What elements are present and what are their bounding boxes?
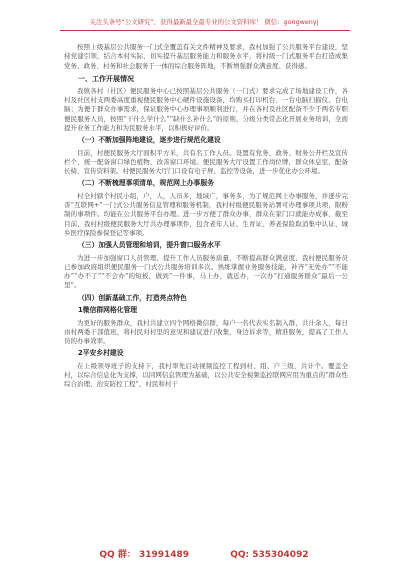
document-body	[64, 43, 348, 393]
item2-paragraph: 在上级领导班子的支持下，我村率先启动视频监控工程到村、组、户三级，共计个。覆盖全村，以综合信息化为支撑，以同网信息管理为基础，以公共安全视频监控联网应用为重点的“群众性综合治理、治安防控工程”，村民和村干	[64, 361, 348, 389]
subsection3-paragraph: 为进一步加强窗口人员管理，提升工作人员服务质量，不断提高群众满意度，我村便民服务员已参加政府组织便民服务一门式公共服务培训多次。熟练掌握业务服务技能，补齐“无处办”“不能办”“办不了”“不会办”的短板，做到“一件事，马上办，就近办，一次办”打通服务群众“最后一公里”。	[64, 253, 348, 290]
subsection3-heading: （三）加强人员管理和培训，提升窗口服务水平	[78, 241, 221, 249]
footer-qq-group: QQ 群： 31991489	[99, 550, 190, 560]
page-footer	[0, 547, 408, 560]
page-header-banner: 关注头条号“公文研究”，获得最新最全最专业的公文资料库！ 微信：gongwenyj	[89, 18, 319, 26]
item1-paragraph: 为更好的服务群众，我村共建立四个网格微信群，每户一名代表实名制入群，共计余人，每日由村两委干部值班，将村民对村里的意见和建议进行收集，身边诉求等，精准服务，提高了工作人员的办事效率。	[64, 318, 348, 345]
subsection2-heading: （二）不断梳理事项清单，规范网上办事服务	[78, 179, 214, 188]
section1-heading: 一、工作开展情况	[78, 74, 134, 83]
subsection1-heading: （一）不断加强阵地建设，逐步进行规范化建设	[78, 136, 221, 144]
subsection2-paragraph: 村全村辖个村民小组，户，人，人员多，地域广，事务多，为了规范网上办事服务，并逐步完善“互联网+”一门式公共服务信息管理和服务机制，我村村级便民服务站署可办理事项共项，限粉制的事项件。均能在公共服务平台办理。进一步方便了群众办事，群众在家门口就能办成事，截至目前，我村村级便民服务大厅共办理事项件，包含老年人证、生育证、养老保险取消集中认证、城乡医疗保险参保登记等事项。	[64, 191, 348, 237]
footer-qq-contact: QQ: 535304092	[230, 550, 309, 560]
intro-paragraph: 按照上级基层公共服务一门式全覆盖有关文件精神及要求，我村加强了公共服务平台建设，坚持党建引领，结合本村实际，切实提升基层服务能力和服务水平，将村级一门式服务平台打造成集党务、政务、村务和社会服务于一体的综合服务阵地，不断增强群众满意度、获得感。	[64, 43, 348, 70]
subsection1-paragraph: 目前，村便民服务大厅面积平方米，共有名工作人员。设置有党务、政务、财务公开栏及宣传栏个，统一配备窗口绿色植物，改善窗口环境。便民服务大厅设置工作岗位牌，群众休息室，配备长椅、宣传资料架。村便民服务大厅门口设有电子屏、监控等设备，进一步优化办公环境。	[64, 148, 348, 175]
item2-heading: 2平安乡村建设	[78, 349, 124, 358]
subsection4-heading: （四）创新基础工作，打造亮点特色	[78, 293, 187, 302]
section1-paragraph: 我镇各村（社区）便民服务中心已按照基层公共服务（一门式）要求完成了场地建设工作，各村及社区村支两委高度重视便民服务中心硬件设施设备，均购买打印机台、一台电脑扫描仪、台电脑；为便于群众办事需求，保证服务中心办理事项顺利进行，并在各村及社区配备不少于两名专职便民服务人员，按照“干什么学什么”“缺什么补什么”的原则，分级分类常态化开展业务培训，全面提升业务工作能力和为民服务水平，以积极好评价。	[64, 86, 348, 132]
item1-heading: 1微信群网格化管理	[78, 306, 138, 314]
